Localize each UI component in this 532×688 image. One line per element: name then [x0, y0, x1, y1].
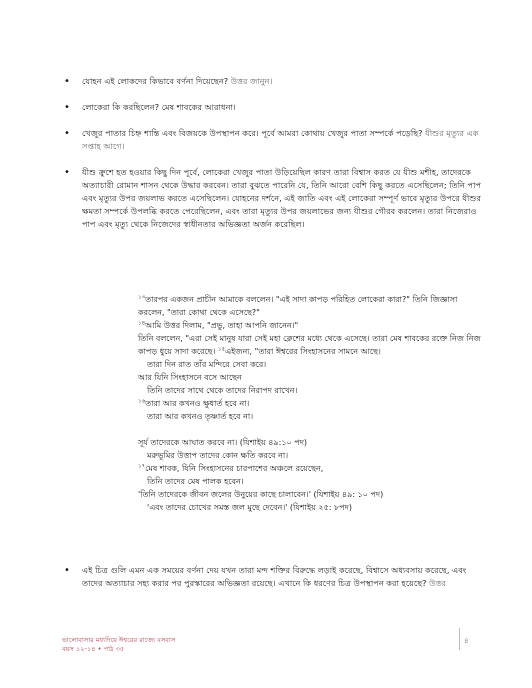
verse-number: ১৫	[217, 346, 226, 353]
verse-number: ১৭	[138, 463, 146, 470]
answer-note: যীশুর মৃত্যুর এক সপ্তাহ আগে।	[82, 128, 479, 151]
paragraph-text: যীশু ক্রুশে হত হওয়ার কিছু দিন পূর্বে, লোকেরা খেজুর পাতা উড়িয়েছিল কারণ তারা বিশ্বাস করত যে যীশু মশীহ, তাদেরকে অত্যাচারী রোমান শাসন থেকে উদ্ধার করবেন। তারা বুঝতে পারেনি যে, তিনি আরো বেশি কিছু করতে এসেছিলেন; তিনি পাপ এবং মৃত্যুর উপর জয়লাভ করতে এসেছিলেন। যোহনের দর্শনে, এই জাতি এবং এই লোকেরা সম্পূর্ণ ভাবে মৃত্যুর উপরে যীশুর ক্ষমতা সম্পর্কে উপলব্ধি করতে পেরেছিলেন, এবং তারা মৃত্যুর উপর জয়লাভের জন্য যীশুর গৌরব করলেন। তারা নিজেরাও পাপ এবং মৃত্যু থেকে নিজেদের স্বাধীনতার অভিজ্ঞতা অর্জন করেছিল।	[82, 167, 482, 229]
verse-14: $^{১৪}$আমি উত্তর দিলাম, "প্রভু, তাহা আপনি জানেন।"	[138, 320, 299, 330]
scripture-passage	[138, 293, 483, 514]
verse-number: ১৬	[138, 398, 146, 405]
verse-line: আর যিনি সিংহাসনে বসে আছেন	[138, 373, 242, 382]
page-footer	[62, 636, 175, 654]
question-text: এই চিত্র গুলি এমন এক সময়ের বর্ণনা দেয় যখন তারা মন্দ শক্তির বিরুদ্ধে লড়াই করেছে, বিশ্বাসে অধ্যবসায় করেছে, এবং তাদের অত্যাচার সহ্য করার পর পুরস্কারের অভিজ্ঞতা রয়েছে। এখানে কি ধরণের চিত্র উপস্থাপন করা হয়েছে?	[82, 565, 467, 588]
page-number-divider	[459, 628, 460, 650]
question-item	[62, 166, 482, 231]
verse-line: মরুভূমির উত্তাপ তাদের কোন ক্ষতি করবে না।	[147, 451, 289, 460]
bullet-icon: •	[64, 76, 70, 87]
bullet-icon: •	[64, 565, 70, 576]
footer-lesson-info: বয়স ১২-১৪ • পাঠ ৩৫	[62, 645, 125, 653]
question-text: যোহন এই লোকদের কিভাবে বর্ণনা দিয়েছেন?	[82, 76, 231, 86]
bullet-icon: •	[64, 102, 70, 113]
verse-line: 'এবং তাদের চোখের সমস্ত জল মুছে দেবেন।' (যিশাইয় ২৫: ৮পদ)	[147, 503, 352, 512]
verse-line: তিনি তাদের সাথে থেকে তাদের নিরাপদ রাখেন।	[147, 386, 298, 395]
final-question	[62, 564, 482, 590]
page-number: ৪	[464, 637, 469, 645]
answer-note: উত্তর জানুন।	[230, 76, 273, 86]
question-item	[62, 101, 482, 114]
verse-line: 'তিনি তাদেরকে জীবন জলের উনুয়ের কাছে চালাবেন।' (যিশাইয় ৪৯: ১০ পদ)	[138, 490, 384, 499]
verse-13: $^{১৩}$তারপর একজন প্রাচীন আমাকে বললেন। "এই সাদা কাপড় পরিহিত লোকেরা কারা?" তিনি জিজ্ঞাসা করলেন, "তারা কোথা থেকে এসেছে?"	[138, 294, 458, 317]
bullet-icon: •	[64, 128, 70, 139]
verse-number: ১৪	[138, 320, 146, 327]
question-text: লোকেরা কি করছিলেন? মেষ শাবকের আরাধনা।	[82, 102, 236, 112]
verse-line: তারা দিন রাত তাঁর মন্দিরে সেবা করে।	[147, 360, 267, 369]
footer-course-title: ভালোবাসার মধ্যদিয়ে ঈশ্বরের রাজ্যে বসবাস	[62, 636, 176, 644]
question-text: খেজুর পাতার চিহ্ন শান্তি এবং বিজয়কে উপস্থাপন করে। পূর্বে আমরা কোথায় খেজুর পাতা সম্পর্কে পড়েছি?	[82, 128, 426, 138]
verse-number: ১৩	[138, 294, 146, 301]
question-list	[62, 75, 482, 231]
question-item	[62, 75, 482, 88]
verse-line: তারা আর কখনও তৃষ্ণার্ত হবে না।	[147, 412, 254, 421]
bullet-icon: •	[64, 167, 70, 178]
verse-16: $^{১৬}$তারা আর কখনও ক্ষুধার্ত হবে না।	[138, 398, 250, 408]
question-item	[62, 127, 482, 153]
verse-14-continued: তিনি বললেন, "এরা সেই মানুষ যারা সেই মহা ক্লেশের মধ্যে থেকে এসেছে। তারা মেষ শাবকের রক্তে নিজ নিজ কাপড় ধুয়ে সাদা করেছে। $^{১৫}$এইজন্য, "তারা ঈশ্বরের সিংহাসনের সামনে আছে।	[138, 334, 481, 356]
verse-line: তিনি তাদের মেষ পালক হবেন।	[147, 477, 244, 486]
verse-line: সূর্য তাদেরকে আঘাত করবে না। (যিশাইয় ৪৯:১০ পদ)	[138, 438, 308, 447]
question-item	[62, 564, 482, 590]
verse-17: $^{১৭}$মেষ শাবক, যিনি সিংহাসনের চারপাশের অঞ্চলে রয়েছেন,	[138, 463, 324, 473]
answer-note: উত্তর	[429, 578, 446, 588]
